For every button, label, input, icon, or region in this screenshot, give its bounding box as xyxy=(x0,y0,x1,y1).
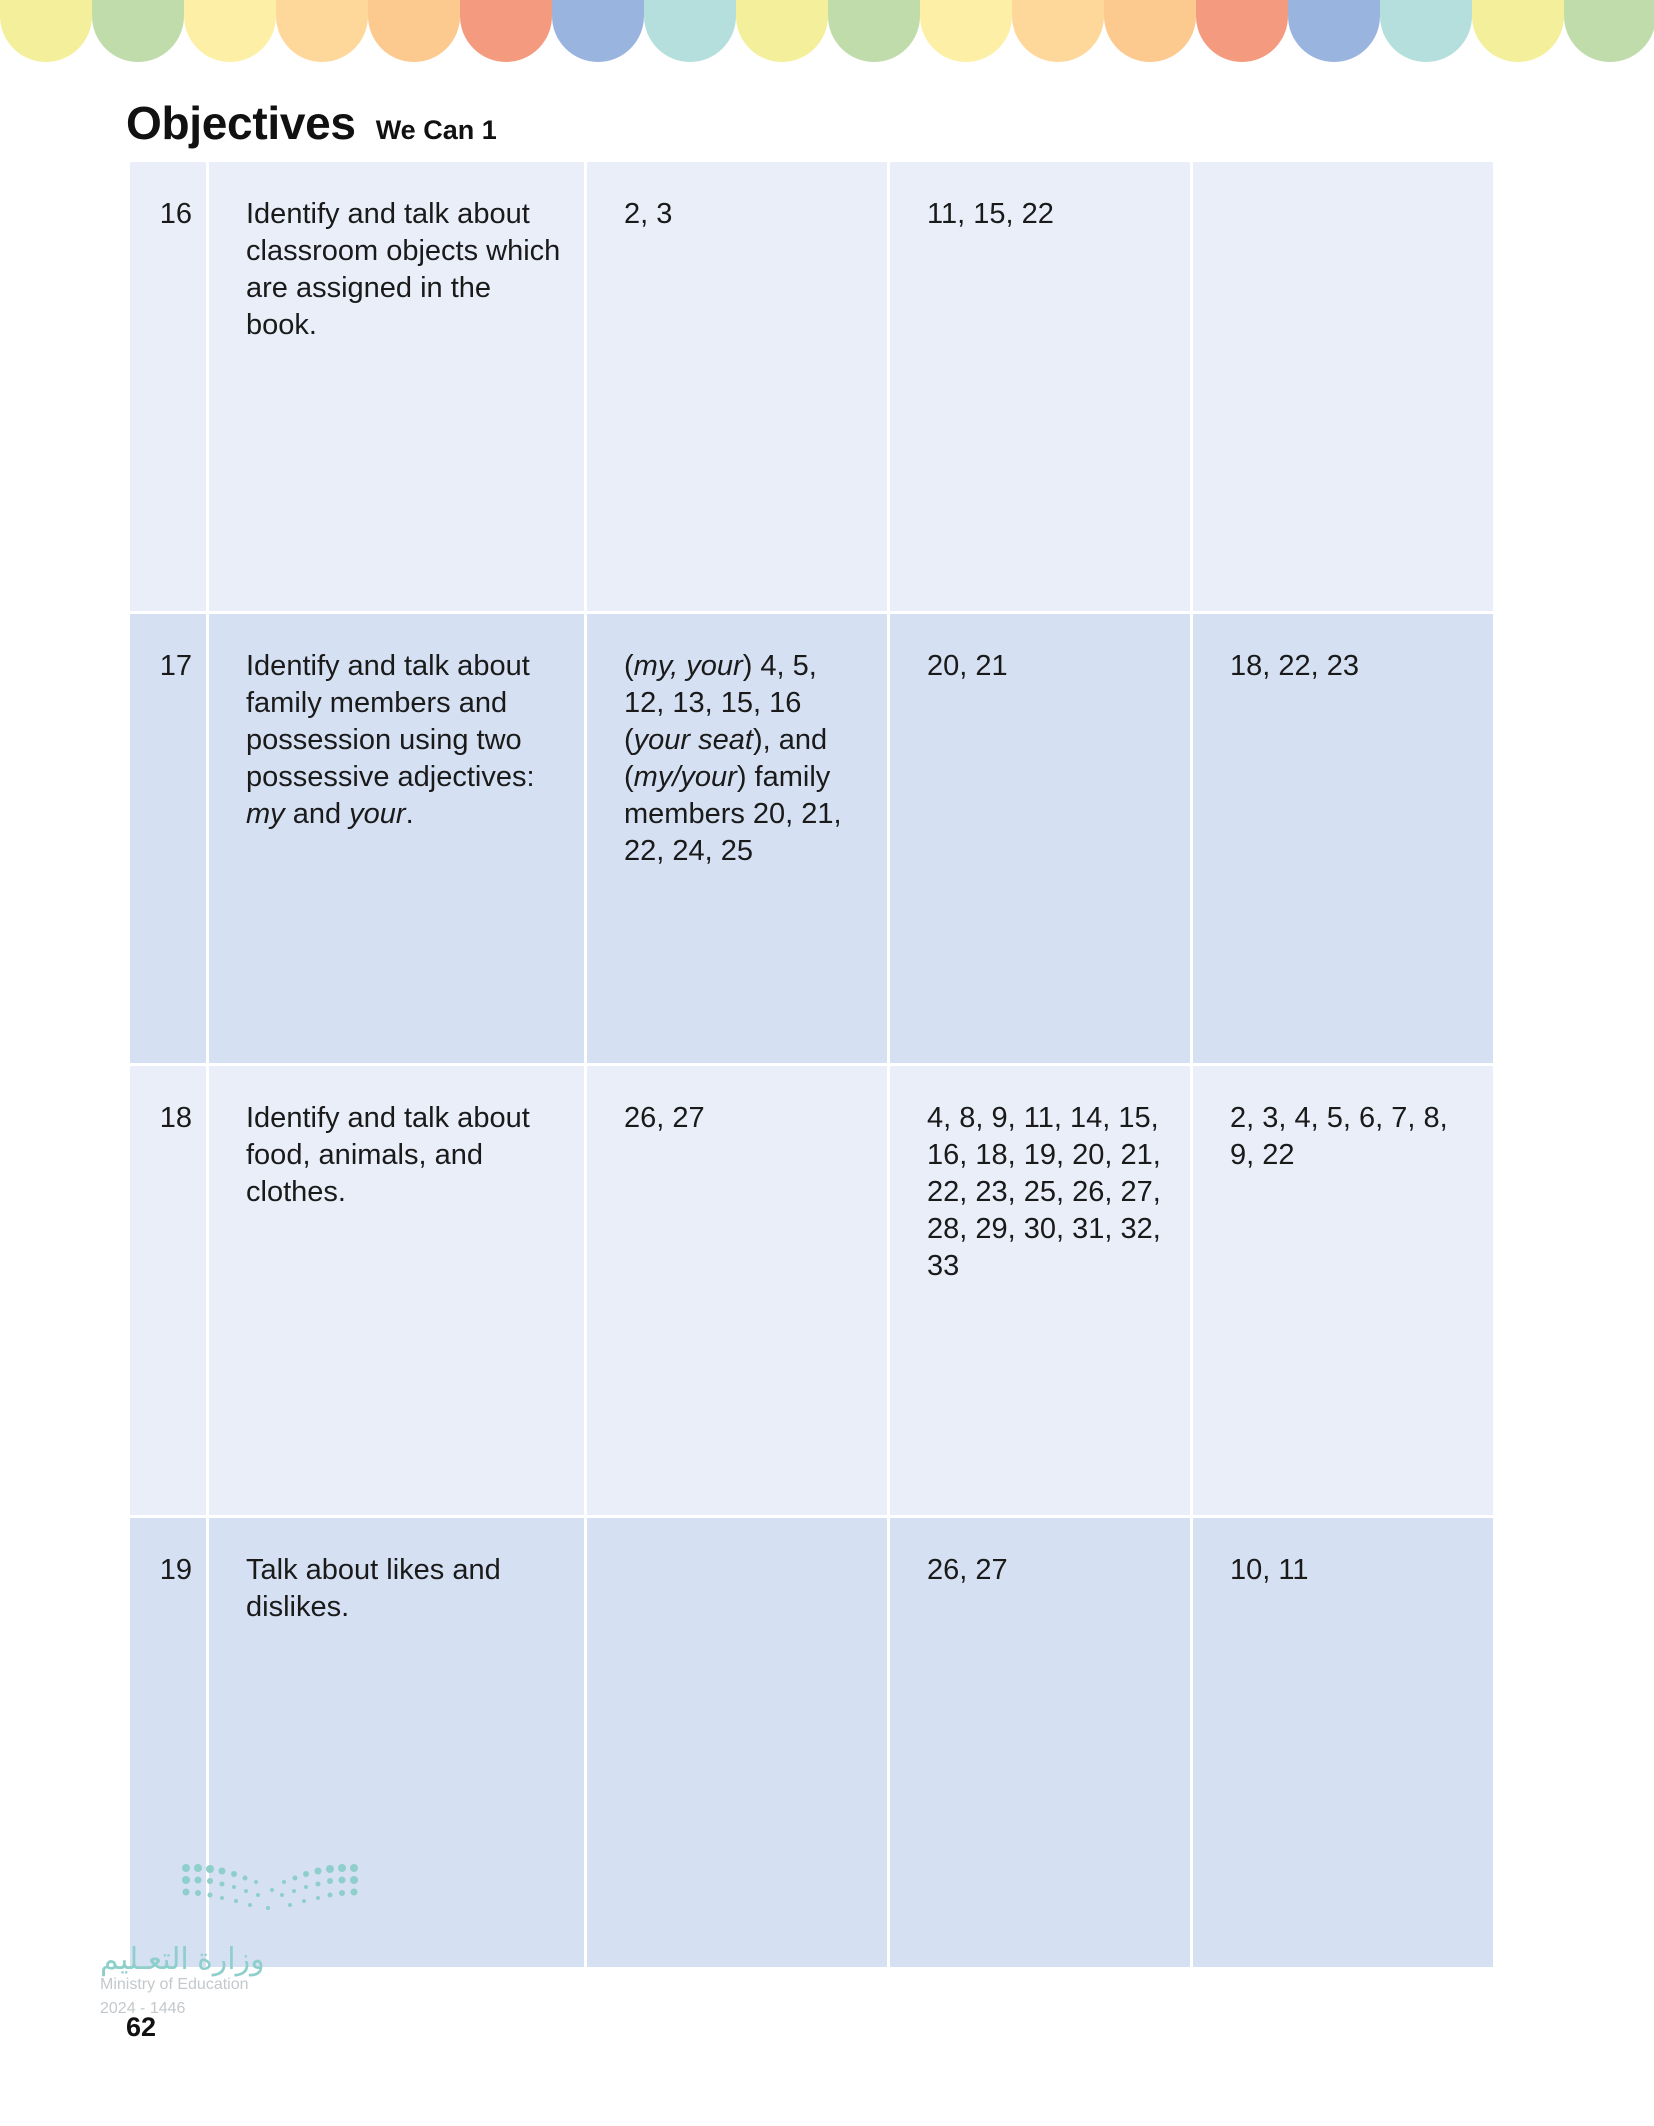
ministry-logo xyxy=(100,1860,360,2017)
table-row xyxy=(129,1065,1495,1517)
scalloped-top-border xyxy=(0,0,1654,70)
ministry-logo-mark-icon xyxy=(180,1860,360,1920)
text-run: ( xyxy=(624,650,634,682)
scallop xyxy=(92,0,184,62)
scallop xyxy=(460,0,552,62)
cell-column-4: 20, 21 xyxy=(889,613,1192,1065)
scallop xyxy=(1380,0,1472,62)
cell-column-5 xyxy=(1192,161,1495,613)
text-run: ), and ( xyxy=(624,724,828,793)
scallop xyxy=(368,0,460,62)
objective-text: Talk about likes and dislikes. xyxy=(208,1517,586,1969)
scallop xyxy=(1288,0,1380,62)
objectives-table xyxy=(127,159,1496,1970)
scallop xyxy=(920,0,1012,62)
text-run-italic: my xyxy=(246,798,285,830)
cell-column-5: 18, 22, 23 xyxy=(1192,613,1495,1065)
scallop xyxy=(276,0,368,62)
cell-column-3: 26, 27 xyxy=(586,1065,889,1517)
objective-text xyxy=(208,613,586,1065)
scallop xyxy=(184,0,276,62)
objective-number: 18 xyxy=(129,1065,208,1517)
objective-text: Identify and talk about classroom objects which are assigned in the book. xyxy=(208,161,586,613)
scallop xyxy=(644,0,736,62)
table-row xyxy=(129,613,1495,1065)
scallop xyxy=(828,0,920,62)
text-run-italic: your seat xyxy=(633,724,753,756)
page-heading xyxy=(126,96,497,150)
page-title: Objectives xyxy=(126,97,356,149)
page-number: 62 xyxy=(126,2012,157,2042)
scallop xyxy=(1564,0,1654,62)
cell-column-3: 2, 3 xyxy=(586,161,889,613)
scallop xyxy=(1012,0,1104,62)
objective-number: 17 xyxy=(129,613,208,1065)
cell-column-3 xyxy=(586,1517,889,1969)
cell-column-4: 11, 15, 22 xyxy=(889,161,1192,613)
cell-column-5: 2, 3, 4, 5, 6, 7, 8, 9, 22 xyxy=(1192,1065,1495,1517)
text-run-italic: my, your xyxy=(633,650,743,682)
ministry-name-english: Ministry of Education xyxy=(100,1976,249,1993)
scallop xyxy=(1472,0,1564,62)
objective-number: 16 xyxy=(129,161,208,613)
cell-column-3 xyxy=(586,613,889,1065)
scallop xyxy=(552,0,644,62)
scallop xyxy=(1104,0,1196,62)
cell-column-4: 4, 8, 9, 11, 14, 15, 16, 18, 19, 20, 21, 22, 23, 25, 26, 27, 28, 29, 30, 31, 32, 33 xyxy=(889,1065,1192,1517)
scallop xyxy=(736,0,828,62)
ministry-year: 2024 - 1446 xyxy=(100,2000,186,2017)
page-subtitle: We Can 1 xyxy=(375,115,497,145)
table-row xyxy=(129,161,1495,613)
ministry-name-arabic: وزارة التعـليم xyxy=(100,1943,265,1976)
text-run: ) family members 20, 21, 22, 24, 25 xyxy=(624,761,842,867)
objective-number: 19 xyxy=(129,1517,208,1969)
text-run-italic: my/your xyxy=(633,761,737,793)
text-run: . xyxy=(405,798,414,830)
cell-column-5: 10, 11 xyxy=(1192,1517,1495,1969)
text-run: and xyxy=(284,798,350,830)
scallop xyxy=(0,0,92,62)
text-run: Identify and talk about family members and possession using two possessive adjectives: xyxy=(246,650,535,793)
objective-text: Identify and talk about food, animals, and clothes. xyxy=(208,1065,586,1517)
text-run: ) 4, 5, 12, 13, 15, 16 ( xyxy=(624,650,817,756)
text-run-italic: your xyxy=(349,798,406,830)
cell-column-4: 26, 27 xyxy=(889,1517,1192,1969)
scallop xyxy=(1196,0,1288,62)
